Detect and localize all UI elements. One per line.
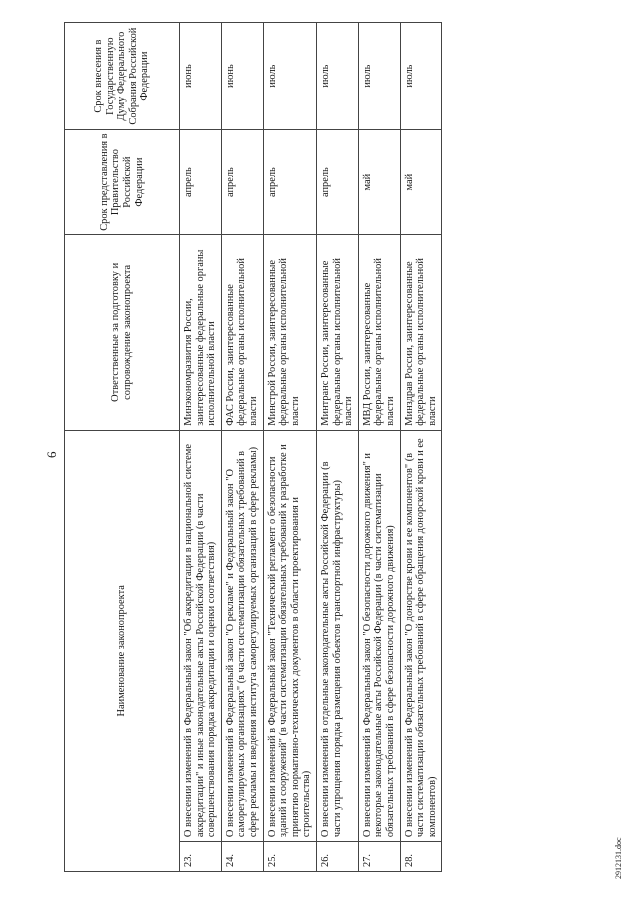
gov-term: апрель bbox=[316, 130, 358, 235]
legislation-plan-table bbox=[64, 22, 442, 872]
gov-term: апрель bbox=[221, 130, 263, 235]
table-row bbox=[316, 23, 358, 872]
gov-term: май bbox=[400, 130, 442, 235]
responsible-agencies: МВД России, заинтересованные федеральные органы исполнительной власти bbox=[358, 234, 400, 430]
responsible-agencies: Минэкономразвития России, заинтересованные федеральные органы исполнительной власти bbox=[180, 234, 222, 430]
duma-term: июль bbox=[263, 23, 316, 130]
gov-term: апрель bbox=[263, 130, 316, 235]
row-number: 28. bbox=[400, 842, 442, 872]
table-row bbox=[180, 23, 222, 872]
column-header-duma-term: Срок внесения в Государственную Думу Федерального Собрания Российской Федерации bbox=[65, 23, 180, 130]
bill-name: О внесении изменений в отдельные законодательные акты Российской Федерации (в части упрощения порядка размещения объектов транспортной инфраструктуры) bbox=[316, 430, 358, 841]
column-header-name: Наименование законопроекта bbox=[65, 430, 180, 871]
bill-name: О внесении изменений в Федеральный закон "О донорстве крови и ее компонентов" (в части систематизации обязательных требований в сфере обращения донорской крови и ее компонентов) bbox=[400, 430, 442, 841]
table-row bbox=[400, 23, 442, 872]
page-number: 6 bbox=[44, 451, 59, 458]
duma-term: июнь bbox=[180, 23, 222, 130]
table-row bbox=[358, 23, 400, 872]
responsible-agencies: ФАС России, заинтересованные федеральные органы исполнительной власти bbox=[221, 234, 263, 430]
row-number: 23. bbox=[180, 842, 222, 872]
gov-term: апрель bbox=[180, 130, 222, 235]
duma-term: июль bbox=[316, 23, 358, 130]
footer-file-code: 2912131.doc bbox=[614, 837, 623, 879]
gov-term: май bbox=[358, 130, 400, 235]
column-header-responsible: Ответственные за подготовку и сопровождение законопроекта bbox=[65, 234, 180, 430]
row-number: 27. bbox=[358, 842, 400, 872]
responsible-agencies: Минстрой России, заинтересованные федеральные органы исполнительной власти bbox=[263, 234, 316, 430]
table-header-row bbox=[65, 23, 180, 872]
bill-name: О внесении изменений в Федеральный закон "О рекламе" и Федеральный закон "О саморегулируемых организациях" (в части систематизации обязательных требований в сфере рекламы и введения института саморегулируемых организаций в сфере рекламы) bbox=[221, 430, 263, 841]
responsible-agencies: Минздрав России, заинтересованные федеральные органы исполнительной власти bbox=[400, 234, 442, 430]
bill-name: О внесении изменений в Федеральный закон "Об аккредитации в национальной системе аккредитации" и иные законодательные акты Российской Федерации (в части совершенствования порядка аккредитации и оценки соответствия) bbox=[180, 430, 222, 841]
bill-name: О внесении изменений в Федеральный закон "Технический регламент о безопасности зданий и сооружений" (в части систематизации обязательных требований к разработке и принятию нормативно-технических документов в области проектирования и строительства) bbox=[263, 430, 316, 841]
duma-term: июнь bbox=[221, 23, 263, 130]
column-header-gov-term: Срок представления в Правительство Российской Федерации bbox=[65, 130, 180, 235]
bill-name: О внесении изменений в Федеральный закон "О безопасности дорожного движения" и некоторые законодательные акты Российской Федерации (в части систематизации обязательных требований в сфере безопасности дорожного движения) bbox=[358, 430, 400, 841]
responsible-agencies: Минтранс России, заинтересованные федеральные органы исполнительной власти bbox=[316, 234, 358, 430]
row-number: 24. bbox=[221, 842, 263, 872]
row-number: 25. bbox=[263, 842, 316, 872]
duma-term: июль bbox=[358, 23, 400, 130]
table-row bbox=[263, 23, 316, 872]
row-number: 26. bbox=[316, 842, 358, 872]
duma-term: июль bbox=[400, 23, 442, 130]
table-row bbox=[221, 23, 263, 872]
